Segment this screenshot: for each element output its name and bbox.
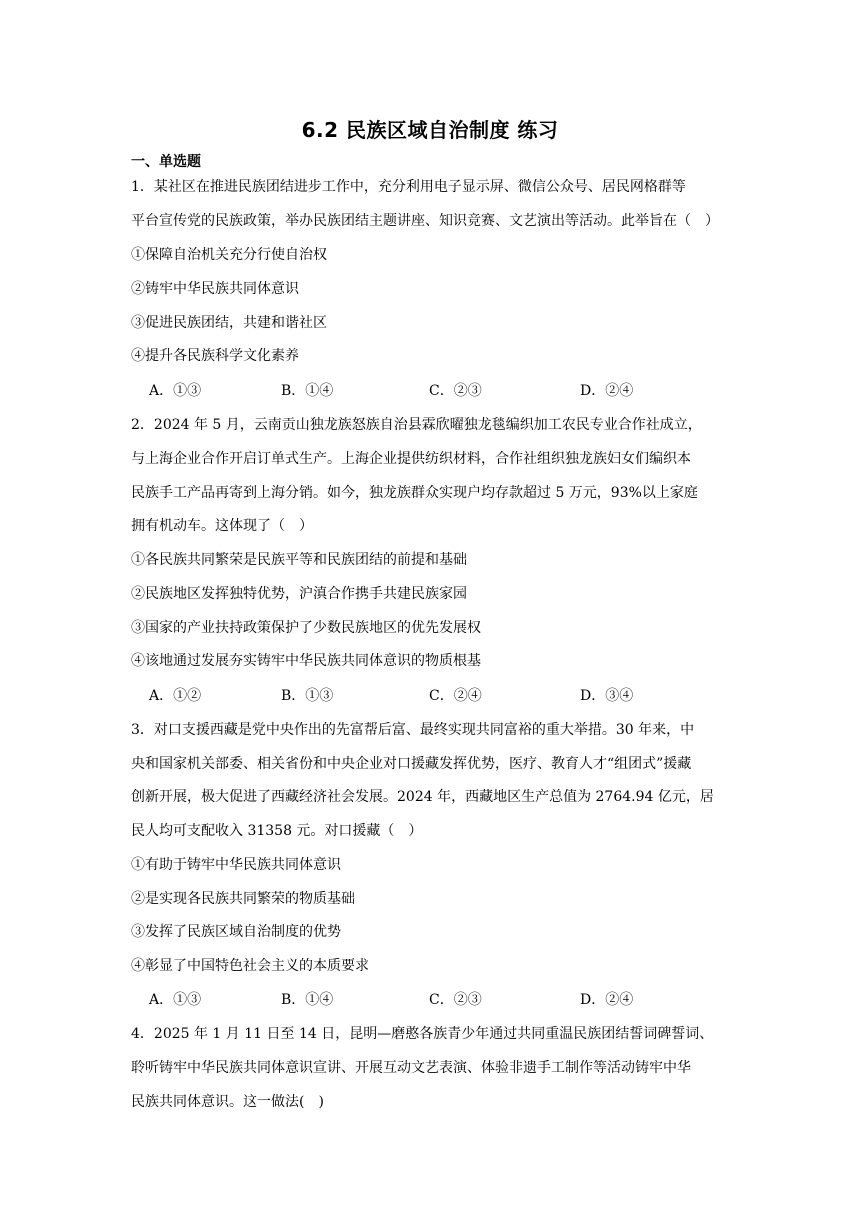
- question-1-item: ③促进民族团结，共建和谐社区: [131, 315, 327, 331]
- option-b[interactable]: B．①③: [281, 688, 334, 704]
- question-1-item: ①保障自治机关充分行使自治权: [131, 247, 327, 263]
- option-c[interactable]: C．②③: [429, 992, 482, 1008]
- option-c[interactable]: C．②③: [429, 383, 482, 399]
- question-1-stem-line: 1．某社区在推进民族团结进步工作中，充分利用电子显示屏、微信公众号、居民网格群等: [131, 179, 686, 195]
- question-3-stem-line: 央和国家机关部委、相关省份和中央企业对口援藏发挥优势，医疗、教育人才“组团式”援藏: [131, 756, 692, 772]
- question-4-stem-line: 聆听铸牢中华民族共同体意识宣讲、开展互动文艺表演、体验非遗手工制作等活动铸牢中华: [131, 1060, 691, 1076]
- question-3-stem-line: 创新开展，极大促进了西藏经济社会发展。2024 年，西藏地区生产总值为 2764.94 亿元，居: [131, 789, 714, 805]
- question-2-stem-line: 2．2024 年 5 月，云南贡山独龙族怒族自治县霖欣曜独龙毯编织加工农民专业合作社成立，: [131, 417, 702, 433]
- question-2-item: ①各民族共同繁荣是民族平等和民族团结的前提和基础: [131, 552, 467, 568]
- page-title: 6.2 民族区域自治制度 练习: [301, 118, 559, 142]
- question-2-item: ④该地通过发展夯实铸牢中华民族共同体意识的物质根基: [131, 653, 481, 669]
- question-3-item: ②是实现各民族共同繁荣的物质基础: [131, 891, 355, 907]
- option-a[interactable]: A．①②: [149, 688, 202, 704]
- question-1-stem-line: 平台宣传党的民族政策，举办民族团结主题讲座、知识竞赛、文艺演出等活动。此举旨在（ ）: [131, 213, 719, 229]
- question-3-item: ④彰显了中国特色社会主义的本质要求: [131, 958, 369, 974]
- question-2-stem-line: 拥有机动车。这体现了（ ）: [131, 518, 313, 534]
- option-d[interactable]: D．②④: [580, 992, 634, 1008]
- question-3-stem-line: 民人均可支配收入 31358 元。对口援藏（ ）: [131, 823, 423, 839]
- question-4-stem-line: 民族共同体意识。这一做法( ): [131, 1094, 324, 1110]
- option-a[interactable]: A．①③: [149, 383, 202, 399]
- option-b[interactable]: B．①④: [281, 383, 334, 399]
- question-1-item: ②铸牢中华民族共同体意识: [131, 281, 299, 297]
- question-4-stem-line: 4．2025 年 1 月 11 日至 14 日，昆明—磨憨各族青少年通过共同重温民族团结誓词碑誓词、: [131, 1026, 714, 1042]
- option-c[interactable]: C．②④: [429, 688, 482, 704]
- option-b[interactable]: B．①④: [281, 992, 334, 1008]
- question-2-stem-line: 与上海企业合作开启订单式生产。上海企业提供纺织材料，合作社组织独龙族妇女们编织本: [131, 451, 691, 467]
- question-1-item: ④提升各民族科学文化素养: [131, 348, 299, 364]
- question-2-item: ②民族地区发挥独特优势，沪滇合作携手共建民族家园: [131, 586, 467, 602]
- question-3-stem-line: 3．对口支援西藏是党中央作出的先富帮后富、最终实现共同富裕的重大举措。30 年来，中: [131, 722, 695, 738]
- option-d[interactable]: D．②④: [580, 383, 634, 399]
- question-3-item: ③发挥了民族区域自治制度的优势: [131, 924, 341, 940]
- option-a[interactable]: A．①③: [149, 992, 202, 1008]
- question-2-stem-line: 民族手工产品再寄到上海分销。如今，独龙族群众实现户均存款超过 5 万元，93%以上家庭: [131, 485, 698, 501]
- question-2-item: ③国家的产业扶持政策保护了少数民族地区的优先发展权: [131, 620, 481, 636]
- section-heading: 一、单选题: [131, 154, 201, 170]
- option-d[interactable]: D．③④: [580, 688, 634, 704]
- question-3-item: ①有助于铸牢中华民族共同体意识: [131, 857, 341, 873]
